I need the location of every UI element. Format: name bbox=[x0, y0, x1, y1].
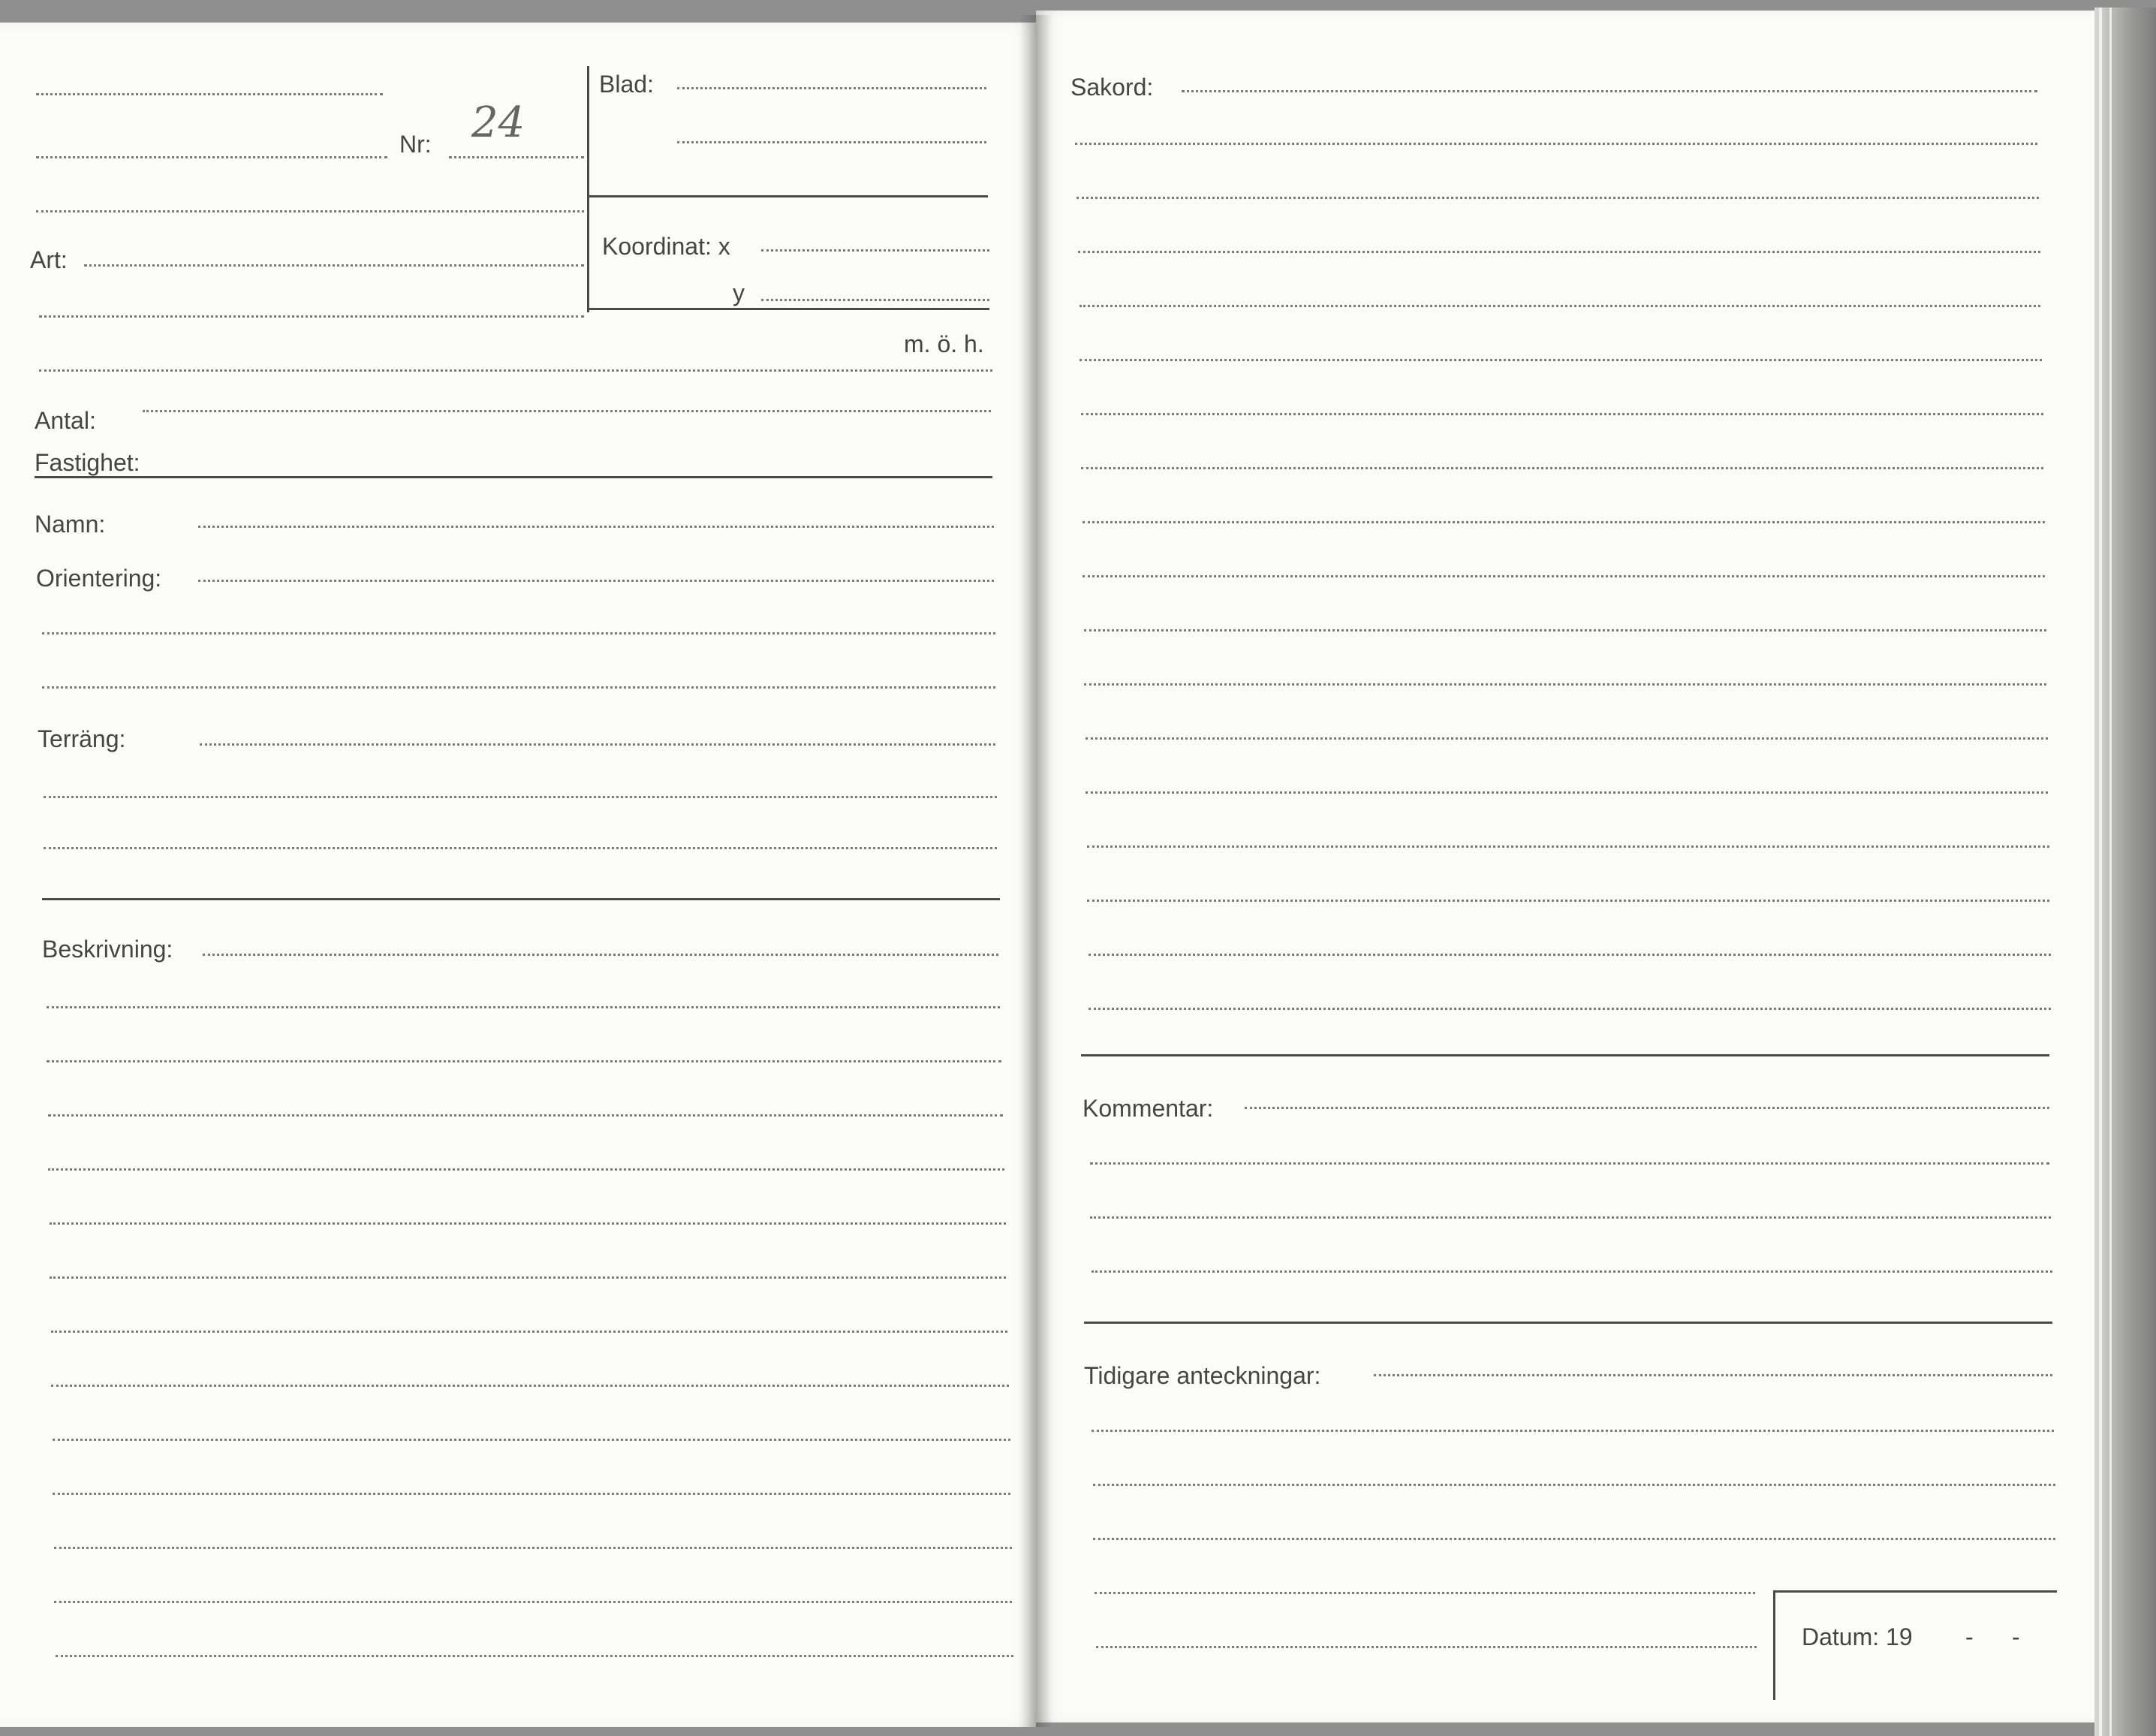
beskrivning-line[interactable] bbox=[48, 1114, 1003, 1117]
beskrivning-line[interactable] bbox=[56, 1655, 1013, 1657]
sakord-line[interactable] bbox=[1075, 143, 2037, 145]
nr-value: 24 bbox=[471, 98, 525, 147]
tidigare-field[interactable] bbox=[1374, 1374, 2052, 1376]
beskrivning-line[interactable] bbox=[54, 1547, 1012, 1549]
beskrivning-line[interactable] bbox=[54, 1601, 1012, 1603]
sakord-line[interactable] bbox=[1076, 197, 2039, 199]
header-line-2[interactable] bbox=[36, 156, 387, 158]
beskrivning-line[interactable] bbox=[47, 1060, 1001, 1062]
moh-line[interactable] bbox=[39, 369, 992, 372]
sakord-label: Sakord: bbox=[1070, 74, 1154, 101]
orientering-line-3[interactable] bbox=[42, 686, 995, 689]
art-line-2[interactable] bbox=[39, 315, 584, 318]
beskrivning-line[interactable] bbox=[53, 1439, 1010, 1441]
sakord-line[interactable] bbox=[1084, 629, 2046, 631]
tidigare-line[interactable] bbox=[1092, 1430, 2054, 1432]
sakord-field[interactable] bbox=[1182, 90, 2037, 92]
blad-field[interactable] bbox=[677, 87, 986, 89]
kommentar-line[interactable] bbox=[1090, 1162, 2049, 1165]
terrang-rule bbox=[42, 898, 1000, 900]
tidigare-line[interactable] bbox=[1096, 1646, 1757, 1648]
box-bottom-rule bbox=[587, 308, 989, 310]
orientering-field[interactable] bbox=[198, 580, 994, 582]
fastighet-label: Fastighet: bbox=[35, 449, 140, 476]
box-divider bbox=[587, 195, 988, 197]
right-page bbox=[1036, 11, 2094, 1722]
nr-field[interactable] bbox=[449, 156, 584, 158]
kommentar-field[interactable] bbox=[1245, 1107, 2049, 1109]
orientering-line-2[interactable] bbox=[42, 632, 995, 634]
art-field[interactable] bbox=[84, 264, 584, 267]
koordinat-y-field[interactable] bbox=[761, 299, 989, 301]
koordinat-x-field[interactable] bbox=[761, 249, 989, 252]
beskrivning-line[interactable] bbox=[50, 1222, 1006, 1225]
sakord-line[interactable] bbox=[1089, 1008, 2051, 1010]
sakord-line[interactable] bbox=[1089, 954, 2051, 956]
blad-label: Blad: bbox=[599, 71, 654, 98]
tidigare-line[interactable] bbox=[1093, 1484, 2055, 1486]
beskrivning-line[interactable] bbox=[51, 1385, 1009, 1387]
sakord-line[interactable] bbox=[1083, 521, 2045, 523]
antal-label: Antal: bbox=[35, 407, 96, 434]
fastighet-rule bbox=[35, 476, 992, 478]
sakord-line[interactable] bbox=[1086, 737, 2048, 740]
datum-sep-1: - bbox=[1965, 1623, 1974, 1650]
kommentar-line[interactable] bbox=[1090, 1216, 2051, 1219]
datum-sep-2: - bbox=[2012, 1623, 2020, 1650]
box-vertical-rule bbox=[587, 66, 589, 312]
beskrivning-line[interactable] bbox=[50, 1276, 1006, 1279]
blad-field-2[interactable] bbox=[677, 141, 986, 143]
header-line-3[interactable] bbox=[36, 210, 584, 212]
terrang-label: Terräng: bbox=[38, 725, 126, 752]
sakord-line[interactable] bbox=[1080, 359, 2042, 361]
book-edge bbox=[2094, 8, 2156, 1736]
book-gutter bbox=[1019, 15, 1052, 1727]
koordinat-label: Koordinat: x bbox=[602, 233, 730, 260]
header-line-1[interactable] bbox=[36, 93, 383, 95]
kommentar-rule bbox=[1084, 1322, 2052, 1324]
beskrivning-line[interactable] bbox=[47, 1006, 1000, 1008]
terrang-field[interactable] bbox=[200, 743, 995, 746]
antal-field[interactable] bbox=[143, 410, 991, 412]
tidigare-line[interactable] bbox=[1095, 1592, 1755, 1594]
beskrivning-line[interactable] bbox=[51, 1331, 1007, 1333]
sakord-line[interactable] bbox=[1081, 467, 2043, 469]
namn-field[interactable] bbox=[198, 526, 994, 528]
nr-label: Nr: bbox=[399, 131, 432, 158]
sakord-line[interactable] bbox=[1086, 791, 2048, 794]
orientering-label: Orientering: bbox=[36, 565, 162, 592]
sakord-line[interactable] bbox=[1087, 845, 2049, 848]
kommentar-line[interactable] bbox=[1092, 1270, 2052, 1273]
sakord-line[interactable] bbox=[1078, 251, 2040, 253]
tidigare-label: Tidigare anteckningar: bbox=[1084, 1362, 1321, 1389]
sakord-line[interactable] bbox=[1087, 900, 2049, 902]
sakord-rule bbox=[1081, 1054, 2049, 1056]
tidigare-line[interactable] bbox=[1093, 1538, 2055, 1540]
moh-label: m. ö. h. bbox=[904, 330, 984, 357]
art-label: Art: bbox=[30, 246, 68, 273]
namn-label: Namn: bbox=[35, 511, 106, 538]
sakord-line[interactable] bbox=[1081, 413, 2043, 415]
terrang-line-2[interactable] bbox=[44, 796, 997, 798]
beskrivning-label: Beskrivning: bbox=[42, 936, 173, 963]
datum-label: Datum: 19 bbox=[1802, 1623, 1913, 1650]
koordinat-y-label: y bbox=[733, 279, 745, 306]
beskrivning-field[interactable] bbox=[203, 954, 998, 956]
datum-box-top bbox=[1773, 1590, 2057, 1593]
datum-box-left bbox=[1773, 1592, 1775, 1700]
beskrivning-line[interactable] bbox=[53, 1493, 1010, 1495]
terrang-line-3[interactable] bbox=[44, 847, 997, 849]
left-page bbox=[0, 23, 1036, 1727]
sakord-line[interactable] bbox=[1083, 575, 2045, 577]
kommentar-label: Kommentar: bbox=[1083, 1095, 1214, 1122]
sakord-line[interactable] bbox=[1080, 305, 2040, 307]
sakord-line[interactable] bbox=[1084, 683, 2046, 686]
beskrivning-line[interactable] bbox=[48, 1168, 1004, 1171]
